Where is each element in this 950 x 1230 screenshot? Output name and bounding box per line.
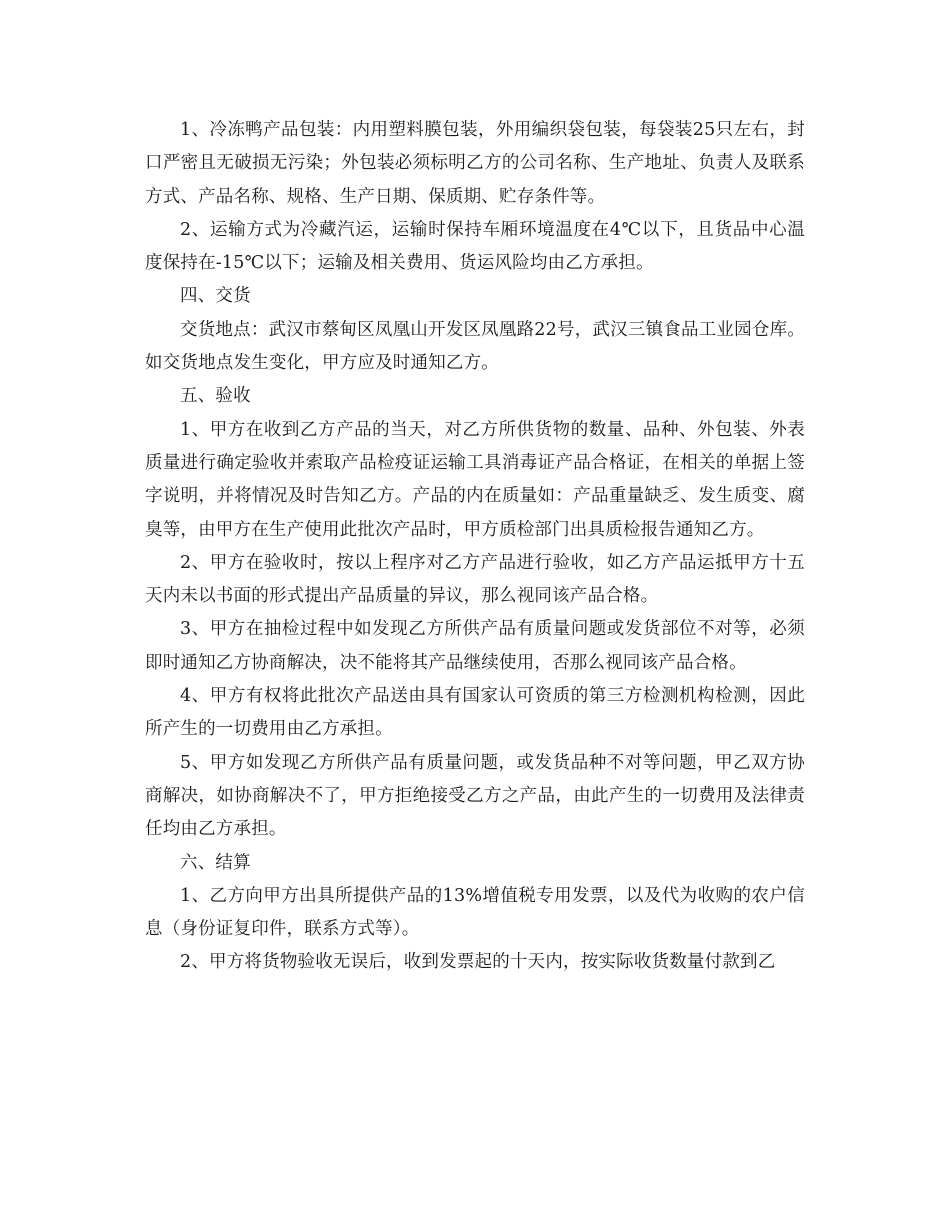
section-heading-delivery: 四、交货 [180, 286, 251, 307]
paragraph-settlement-1: 1、乙方向甲方出具所提供产品的13%增值税专用发票，以及代为收购的农户信息（身份证复印件，联系方式等）。 [145, 885, 805, 940]
paragraph-acceptance-3: 3、甲方在抽检过程中如发现乙方所供产品有质量问题或发货部位不对等，必须即时通知乙方协商解决，决不能将其产品继续使用，否那么视同该产品合格。 [145, 619, 805, 673]
paragraph-acceptance-4: 4、甲方有权将此批次产品送由具有国家认可资质的第三方检测机构检测，因此所产生的一切费用由乙方承担。 [145, 686, 805, 740]
section-heading-settlement: 六、结算 [180, 852, 251, 873]
paragraph-settlement-2: 2、甲方将货物验收无误后，收到发票起的十天内，按实际收货数量付款到乙 [180, 952, 776, 973]
document-body [145, 114, 805, 980]
paragraph-acceptance-2: 2、甲方在验收时，按以上程序对乙方产品进行验收，如乙方产品运抵甲方十五天内未以书面的形式提出产品质量的异议，那么视同该产品合格。 [145, 552, 805, 607]
paragraph-packaging: 1、冷冻鸭产品包装：内用塑料膜包装，外用编织袋包装，每袋装25只左右，封口严密且无破损无污染；外包装必须标明乙方的公司名称、生产地址、负责人及联系方式、产品名称、规格、生产日期、保质期、贮存条件等。 [145, 120, 805, 207]
paragraph-acceptance-1: 1、甲方在收到乙方产品的当天，对乙方所供货物的数量、品种、外包装、外表质量进行确定验收并索取产品检疫证运输工具消毒证产品合格证，在相关的单据上签字说明，并将情况及时告知乙方。产品的内在质量如：产品重量缺乏、发生质变、腐臭等，由甲方在生产使用此批次产品时，甲方质检部门出具质检报告通知乙方。 [145, 419, 805, 540]
paragraph-transport: 2、运输方式为冷藏汽运，运输时保持车厢环境温度在4℃以下，且货品中心温度保持在-15℃以下；运输及相关费用、货运风险均由乙方承担。 [145, 219, 805, 274]
paragraph-delivery-location: 交货地点：武汉市蔡甸区凤凰山开发区凤凰路22号，武汉三镇食品工业园仓库。如交货地点发生变化，甲方应及时通知乙方。 [145, 319, 805, 374]
section-heading-acceptance: 五、验收 [180, 386, 251, 407]
paragraph-acceptance-5: 5、甲方如发现乙方所供产品有质量问题，或发货品种不对等问题，甲乙双方协商解决，如协商解决不了，甲方拒绝接受乙方之产品，由此产生的一切费用及法律责任均由乙方承担。 [145, 752, 805, 840]
